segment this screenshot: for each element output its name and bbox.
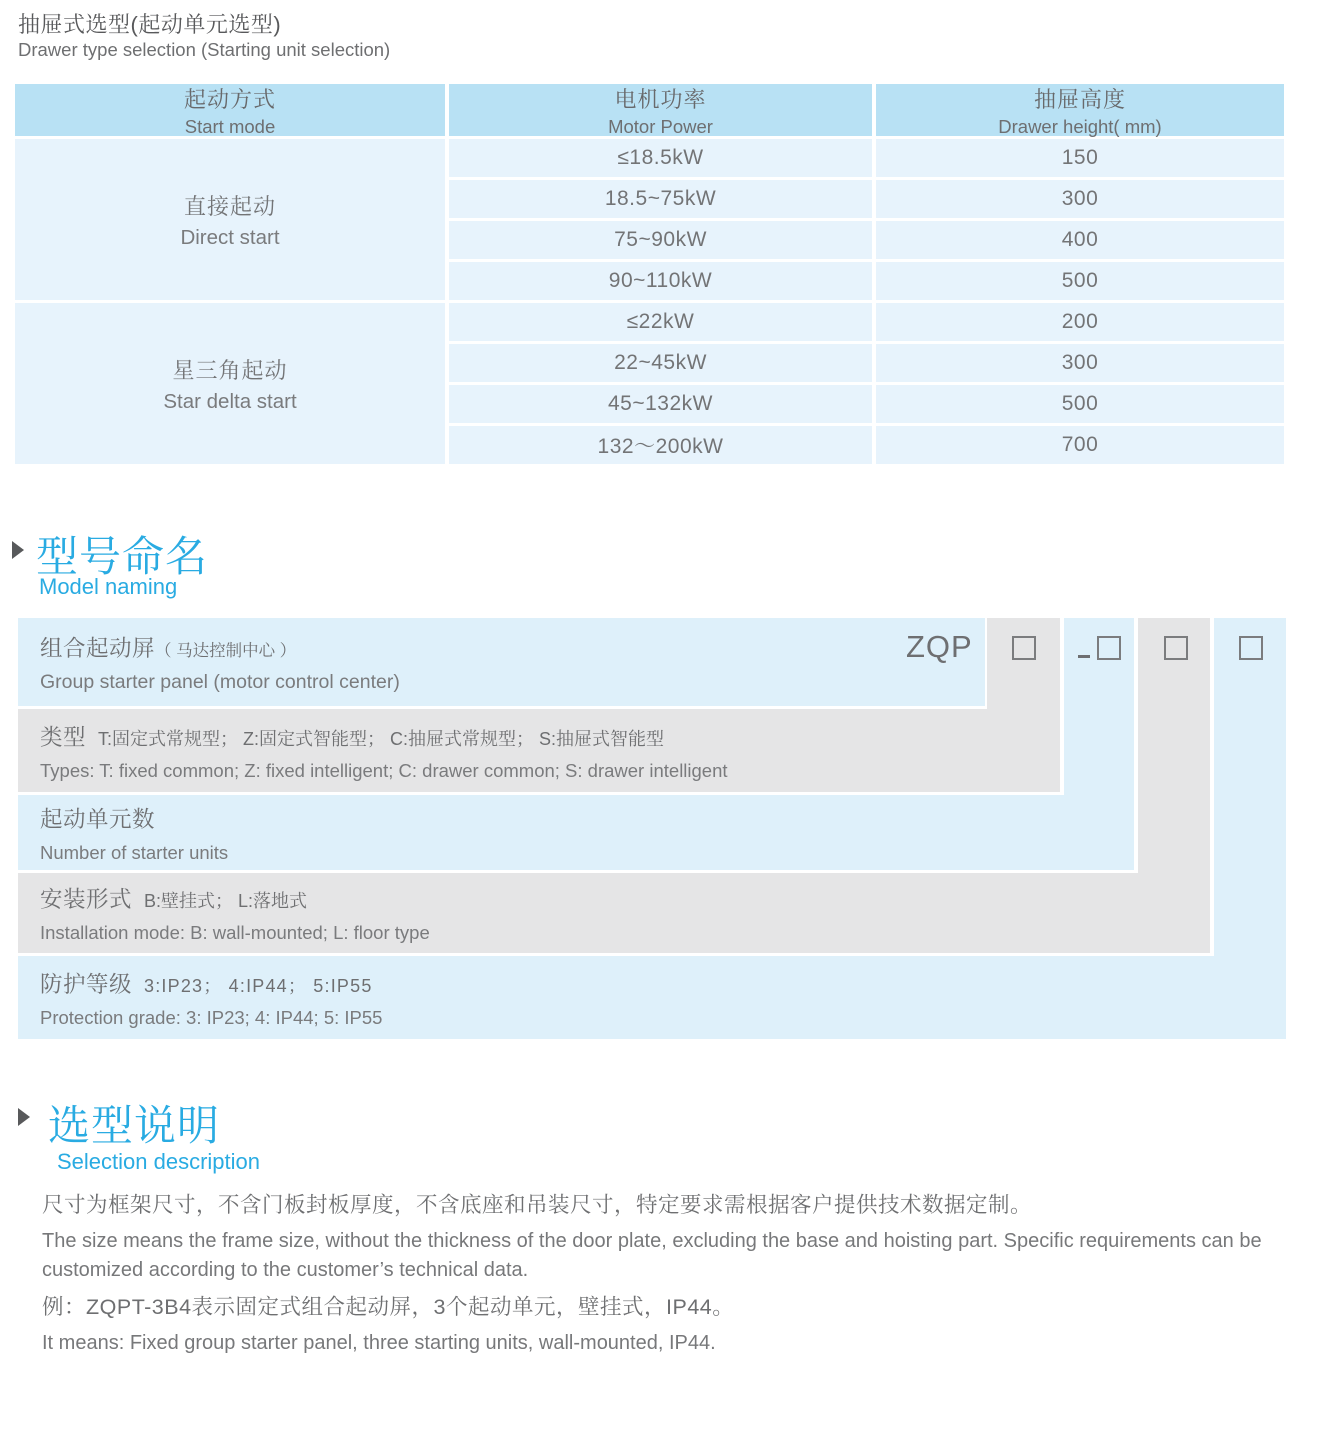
naming-label-zh-detail: B:壁挂式； L:落地式 [144,891,308,911]
mode-label-en: Star delta start [163,389,297,413]
selection-description-text [42,1190,1294,1365]
naming-row-type [18,709,1060,792]
mode-label-zh: 直接起动 [183,193,276,219]
height-cell: 400 [876,221,1284,259]
naming-label-en: Types: T: fixed common; Z: fixed intelligent; C: drawer common; S: drawer intelligent [40,759,728,781]
table-header-drawer-height [876,84,1284,136]
naming-row-installation-mode [18,873,1210,953]
naming-row-starter-units [18,795,1134,870]
naming-label-zh-detail: T:固定式常规型； Z:固定式智能型； C:抽屉式常规型； S:抽屉式智能型 [98,728,665,749]
section-title-model-naming-zh: 型号命名 [36,533,209,580]
header-label-zh: 电机功率 [614,86,707,112]
table-header-start-mode [15,84,445,136]
description-paragraph-en: The size means the frame size, without the thickness of the door plate, excluding the base and hoisting part. Specific requirements can be customized according to the customer’s technical data. [42,1230,1262,1282]
naming-label-en: Number of starter units [40,841,229,863]
naming-label-zh: 类型 [40,724,87,750]
model-naming-diagram [18,618,1287,1039]
power-cell: 75~90kW [449,221,872,259]
header-label-zh: 抽屉高度 [1033,86,1126,112]
height-cell: 300 [876,180,1284,218]
section-title-model-naming-en: Model naming [39,574,178,599]
description-example-zh: 例：ZQPT-3B4表示固定式组合起动屏，3个起动单元，壁挂式，IP44。 [42,1295,735,1320]
naming-row-protection-grade [18,956,1286,1039]
power-cell: 22~45kW [449,344,872,382]
placeholder-box-icon [1164,636,1188,660]
naming-label-zh-detail: 3:IP23； 4:IP44； 5:IP55 [144,975,373,996]
section-arrow-icon [18,1108,30,1126]
header-label-en: Motor Power [608,115,713,137]
description-paragraph-zh: 尺寸为框架尺寸，不含门板封板厚度，不含底座和吊装尺寸，特定要求需根据客户提供技术数据定制。 [42,1193,1033,1217]
height-cell: 300 [876,344,1284,382]
naming-label-zh: 防护等级 [40,971,133,997]
naming-label-en: Installation mode: B: wall-mounted; L: floor type [40,922,430,943]
header-label-zh: 起动方式 [183,86,276,112]
placeholder-box-icon [1097,636,1121,660]
drawer-selection-table [15,84,1284,464]
section-title-selection-zh: 选型说明 [48,1102,221,1149]
table-header-motor-power [449,84,872,136]
power-cell: ≤22kW [449,303,872,341]
power-cell: ≤18.5kW [449,139,872,177]
dash-icon [1078,655,1090,658]
naming-row-group-starter-panel [18,618,985,706]
section-title-selection-en: Selection description [57,1149,261,1174]
height-cell: 200 [876,303,1284,341]
power-cell: 45~132kW [449,385,872,423]
power-cell: 132～200kW [449,426,872,464]
naming-label-zh-paren: （ 马达控制中心 ） [155,641,297,660]
height-cell: 700 [876,426,1284,464]
height-cell: 150 [876,139,1284,177]
naming-label-zh: 起动单元数 [40,806,156,832]
placeholder-box-icon [1239,636,1263,660]
start-mode-cell-direct [15,139,445,300]
placeholder-box-icon [1012,636,1036,660]
description-example-en: It means: Fixed group starter panel, three starting units, wall-mounted, IP44. [42,1332,716,1355]
section-arrow-icon [12,541,24,559]
height-cell: 500 [876,385,1284,423]
page-title-zh: 抽屉式选型(起动单元选型) [18,12,282,37]
header-label-en: Drawer height( mm) [998,115,1162,137]
page-title-en: Drawer type selection (Starting unit selection) [18,39,391,60]
naming-label-zh: 组合起动屏 [40,635,156,661]
power-cell: 18.5~75kW [449,180,872,218]
header-label-en: Start mode [184,115,276,137]
naming-label-zh: 安装形式 [40,887,133,912]
naming-label-en: Group starter panel (motor control center) [40,670,400,693]
model-code-label: ZQP [906,629,973,664]
naming-label-en: Protection grade: 3: IP23; 4: IP44; 5: IP55 [40,1006,383,1028]
start-mode-cell-star-delta [15,303,445,464]
height-cell: 500 [876,262,1284,300]
mode-label-zh: 星三角起动 [172,357,288,383]
mode-label-en: Direct start [180,225,280,249]
power-cell: 90~110kW [449,262,872,300]
